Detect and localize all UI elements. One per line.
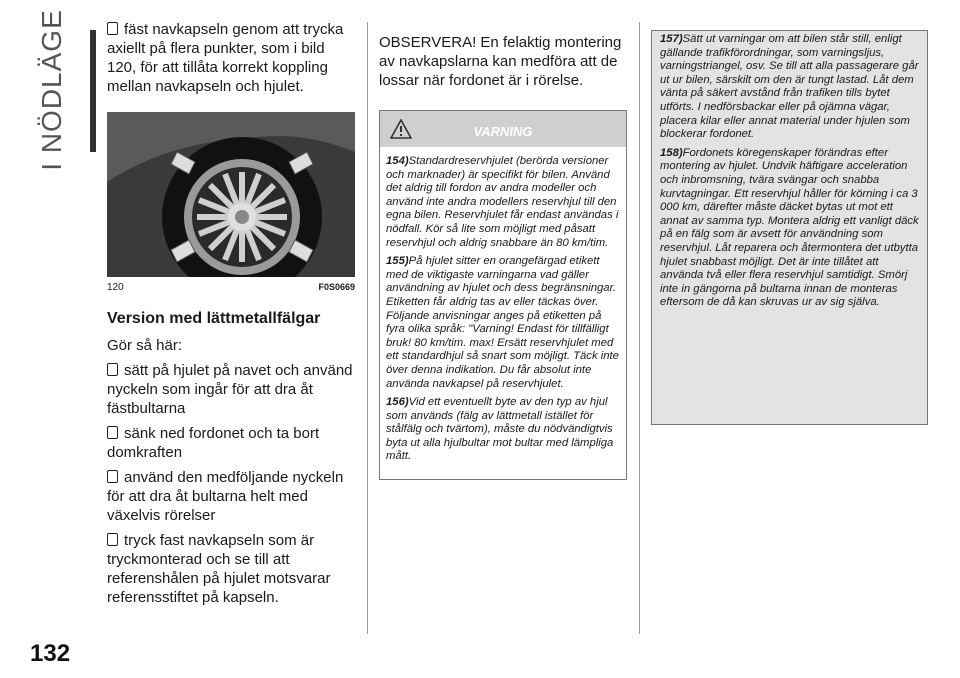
column-2 [379, 33, 629, 480]
step-bullet: sätt på hjulet på navet och använd nyckeln som ingår för att dra åt fästbultarna [107, 362, 353, 417]
intro-bullet: fäst navkapseln genom att trycka axiellt på flera punkter, som i bild 120, för att tillåta korrekt koppling mellan navkapseln och hjulet. [107, 21, 344, 95]
checkbox-bullet-icon [107, 470, 118, 483]
column-divider [367, 22, 368, 634]
warning-title: VARNING [473, 124, 533, 139]
column-divider [639, 22, 640, 634]
warning-header [380, 111, 626, 147]
checkbox-bullet-icon [107, 22, 118, 35]
figure-number: 120 [107, 282, 124, 293]
lead-text: Gör så här: [107, 337, 183, 354]
section-title: I NÖDLÄGE [36, 9, 67, 171]
column-1 [107, 20, 355, 613]
warning-item: 156)Vid ett eventuellt byte av den typ av hjul som används (fälg av lättmetall istället för stålfälg och tvärtom), måste du nödvändigtvis byta ut alla hjulbultar mot bultar med lämpliga mått. [386, 396, 614, 463]
step-bullet: använd den medföljande nyckeln för att dra åt bultarna helt med växelvis rörelser [107, 469, 344, 524]
figure-code: F0S0669 [318, 282, 355, 292]
section-marker-bar [90, 30, 96, 152]
wheel-illustration [107, 112, 355, 277]
figure-caption [107, 278, 355, 297]
checkbox-bullet-icon [107, 363, 118, 376]
subheading: Version med lättmetallfälgar [107, 310, 321, 327]
section-title-vertical [22, 9, 82, 171]
step-bullet: tryck fast navkapseln som är tryckmonterad och se till att referenshålen på hjulet motsvarar referensstiftet på kapseln. [107, 532, 331, 606]
wheel-hubcap-figure [107, 112, 355, 277]
step-bullet: sänk ned fordonet och ta bort domkraften [107, 425, 320, 461]
checkbox-bullet-icon [107, 533, 118, 546]
checkbox-bullet-icon [107, 426, 118, 439]
warning-box [379, 110, 627, 480]
notes-box [651, 30, 928, 425]
warning-item: 155)På hjulet sitter en orangefärgad etikett med de viktigaste varningarna vad gäller användning av hjulet och dess begränsningar. Etiketten får aldrig tas av eller täckas över. Följande anvisningar anges på etiketten på fyra olika språk: "Varning! Endast för tillfälligt bruk! 80 km/tim. max! Ersätt reservhjulet med ett standardhjul så snart som möjligt. Täck inte över denna indikation. Du får absolut inte använda navkapsel på reservhjulet. [386, 255, 619, 390]
note-item: 158)Fordonets köregenskaper förändras efter montering av hjulet. Undvik häftigare acceleration och inbromsning, tvära svängar och snabba kurvtagningar. Ett reservhjul håller för körning i ca 3 000 km, därefter måste däcket bytas ut mot ett annat av samma typ. Montera aldrig ett vanligt däck på en fälg som är avsett för användning som reservhjul. Låt reparera och återmontera det utbytta hjulet snabbast möjligt. Det är inte tillåtet att använda två eller flera reservhjul samtidigt. Smörj inte in gängorna på bultarna innan de monteras eftersom de då kan skruvas ur av sig själva. [660, 146, 919, 309]
observe-note: OBSERVERA! En felaktig montering av navkapslarna kan medföra att de lossar när fordonet är i rörelse. [379, 34, 622, 89]
column-3 [651, 30, 928, 425]
note-item: 157)Sätt ut varningar om att bilen står still, enligt gällande trafikförordningar, som varningsljus, varningstriangel, osv. Se till att alla passagerare går ut ur bilen, särskilt om den är tungt lastad. Låt dem vänta på säkert avstånd från trafiken tills bytet utförts. I nedförsbackar eller på ojämna vägar, placera kilar eller annat material under hjulen som blockerar fordonet. [660, 33, 919, 141]
warning-item: 154)Standardreservhjulet (berörda versioner och marknader) är specifikt för bilen. Använd det aldrig till fordon av andra modeller och använd inte andra modellers reservhjul till den egna bilen. Reservhjulet får endast användas i nödfall. Kör så lite som möjligt med påsatt reservhjul och aldrig snabbare än 80 km/tim. [386, 155, 619, 249]
warning-body [380, 147, 626, 479]
page-number: 132 [30, 640, 71, 667]
